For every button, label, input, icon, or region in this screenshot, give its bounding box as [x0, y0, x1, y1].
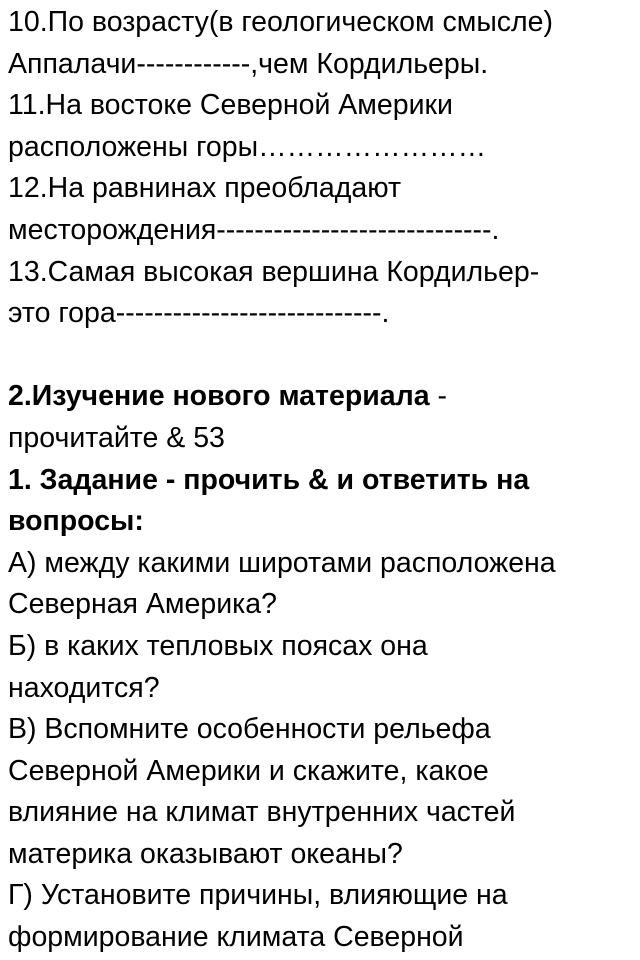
task-item-v	[8, 709, 636, 875]
section-heading: 2.Изучение нового материала	[8, 380, 430, 413]
task-item-g-line-2: формирование климата Северной	[8, 921, 464, 954]
document-page	[8, 2, 636, 959]
question-10	[8, 2, 636, 85]
question-13-line-2: это гора----------------------------.	[8, 297, 390, 330]
question-13-line-1: 13.Самая высокая вершина Кордильер-	[8, 255, 540, 288]
task-item-b-line-2: находится?	[8, 671, 160, 704]
task-item-a-line-1: А) между какими широтами расположена	[8, 546, 556, 579]
task-item-g	[8, 875, 636, 958]
task-item-v-line-4: материка оказывают океаны?	[8, 837, 403, 870]
task-title-line-1: 1. Задание - прочить & и ответить на	[8, 463, 530, 496]
question-13	[8, 252, 636, 335]
task-item-g-line-1: Г) Установите причины, влияющие на	[8, 879, 508, 912]
section-instruction: прочитайте & 53	[8, 421, 225, 454]
question-11-line-2: расположены горы……………………	[8, 130, 487, 163]
question-10-line-1: 10.По возрасту(в геологическом смысле)	[8, 6, 554, 38]
task-title-line-2: вопросы:	[8, 505, 144, 538]
blank-spacer	[8, 335, 636, 377]
task-item-a-line-2: Северная Америка?	[8, 588, 277, 621]
question-10-line-2: Аппалачи------------,чем Кордильеры.	[8, 47, 489, 80]
task-item-b	[8, 626, 636, 709]
task-item-v-line-2: Северной Америки и скажите, какое	[8, 754, 489, 787]
section-heading-line	[8, 376, 636, 418]
question-12-line-2: месторождения-----------------------------.	[8, 213, 500, 246]
task-item-b-line-1: Б) в каких тепловых поясах она	[8, 629, 428, 662]
task-item-v-line-3: влияние на климат внутренних частей	[8, 796, 516, 829]
task-item-v-line-1: В) Вспомните особенности рельефа	[8, 713, 491, 746]
question-12	[8, 168, 636, 251]
question-11-line-1: 11.На востоке Северной Америки	[8, 89, 453, 122]
question-11	[8, 85, 636, 168]
task-item-a	[8, 543, 636, 626]
section-heading-dash: -	[429, 380, 447, 413]
section-new-material	[8, 376, 636, 459]
question-12-line-1: 12.На равнинах преобладают	[8, 172, 402, 205]
task-block	[8, 460, 636, 959]
